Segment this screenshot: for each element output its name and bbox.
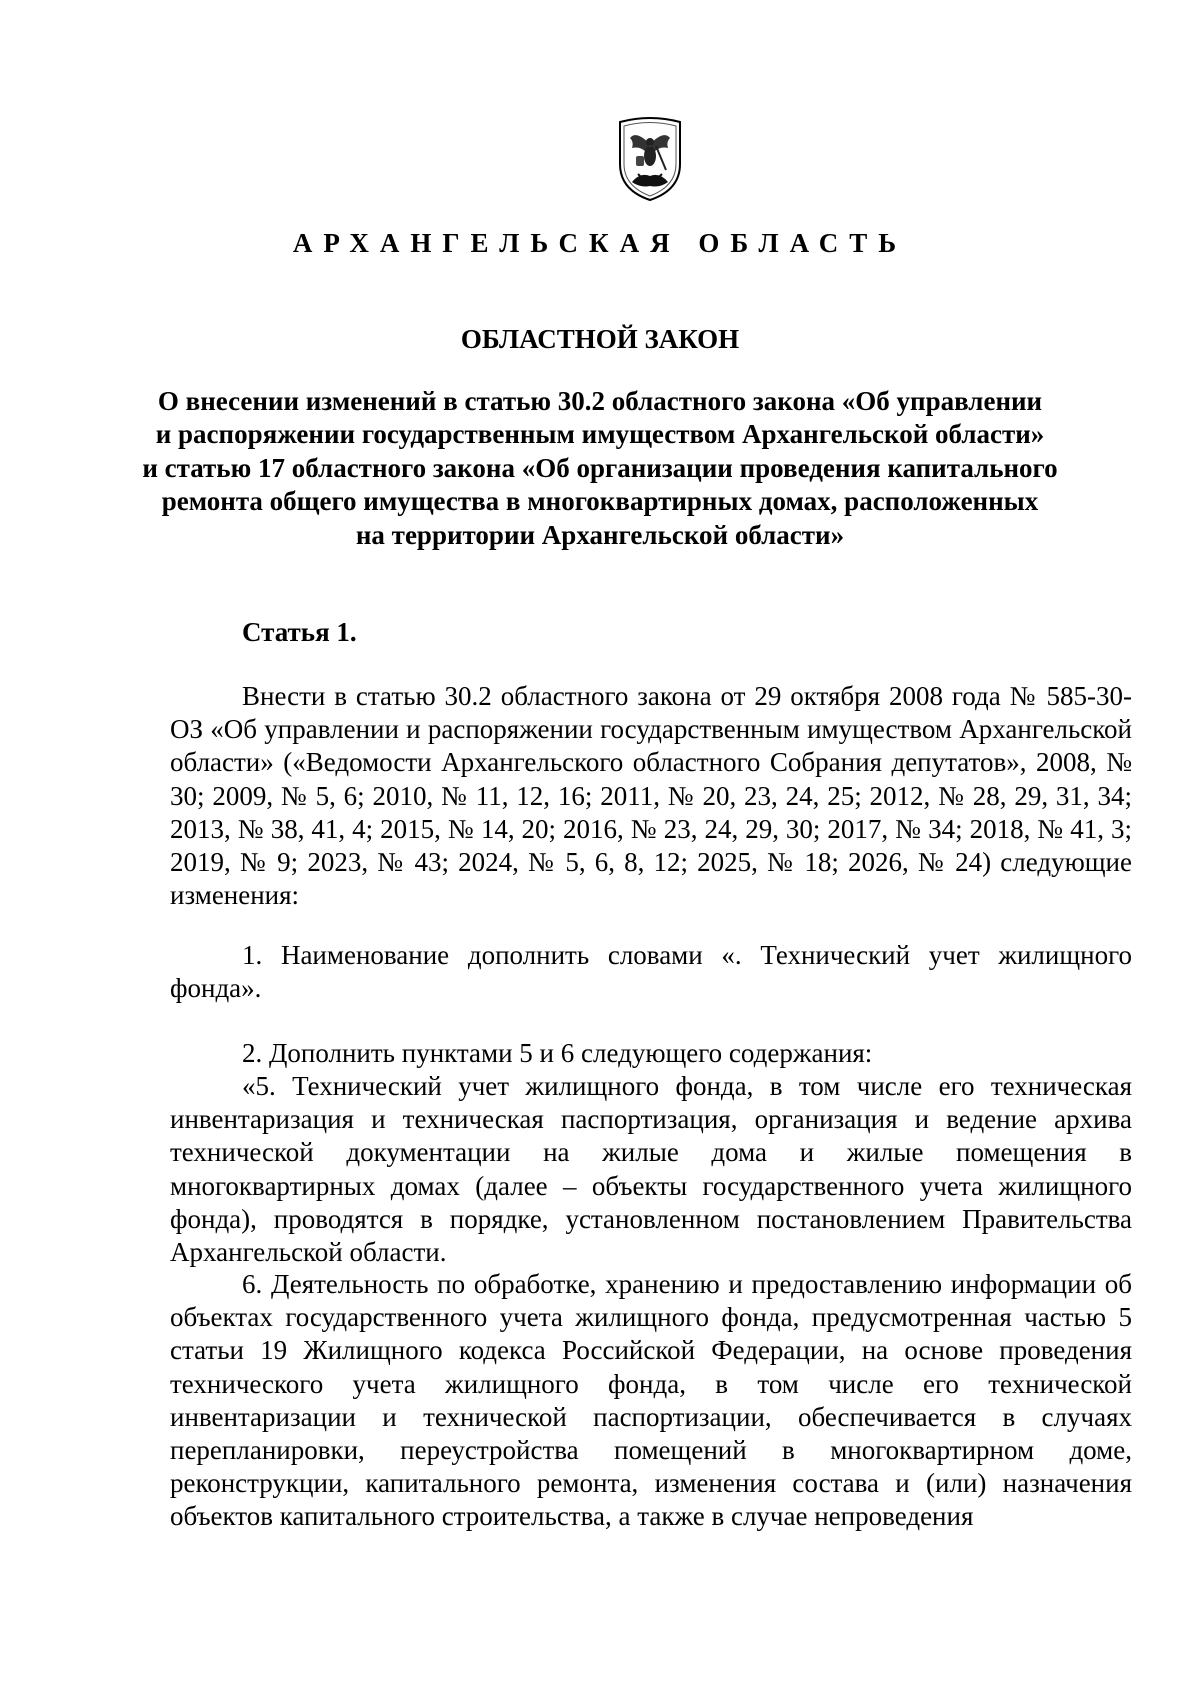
paragraph-item-1: 1. Наименование дополнить словами «. Технический учет жилищного фонда».: [170, 940, 1132, 1004]
paragraph-point-5: «5. Технический учет жилищного фонда, в том числе его техническая инвентаризация и техническая паспортизация, организация и ведение архива технической документации на жилые дома и жилые помещения в многоквартирных домах (далее – объекты государственного учета жилищного фонда), проводятся в порядке, установленном постановлением Правительства Архангельской области.: [170, 1071, 1132, 1268]
law-title-line: ремонта общего имущества в многоквартирных домах, расположенных: [161, 486, 1039, 517]
law-title-line: О внесении изменений в статью 30.2 областного закона «Об управлении: [157, 386, 1043, 416]
law-title-line: и статью 17 областного закона «Об организации проведения капитального: [142, 452, 1058, 483]
paragraph-amendment-intro: Внести в статью 30.2 областного закона от 29 октября 2008 года № 585-30-ОЗ «Об управлении и распоряжении государственным имуществом Архангельской области» («Ведомости Архангельского областного Собрания депутатов», 2008, № 30; 2009, № 5, 6; 2010, № 11, 12, 16; 2011, № 20, 23, 24, 25; 2012, № 28, 29, 31, 34; 2013, № 38, 41, 4; 2015, № 14, 20; 2016, № 23, 24, 29, 30; 2017, № 34; 2018, № 41, 3; 2019, № 9; 2023, № 43; 2024, № 5, 6, 8, 12; 2025, № 18; 2026, № 24) следующие изменения:: [170, 681, 1132, 911]
document-type: ОБЛАСТНОЙ ЗАКОН: [460, 324, 740, 354]
coat-of-arms-icon: [616, 116, 684, 202]
law-title-line: на территории Архангельской области»: [355, 519, 845, 550]
paragraph-item-2: 2. Дополнить пунктами 5 и 6 следующего содержания:: [242, 1038, 873, 1068]
article-heading: Статья 1.: [242, 617, 357, 647]
law-title-line: и распоряжении государственным имуществом Архангельской области»: [155, 419, 1045, 450]
region-name: АРХАНГЕЛЬСКАЯ ОБЛАСТЬ: [292, 228, 908, 258]
law-title: [140, 385, 1060, 552]
paragraph-point-6: 6. Деятельность по обработке, хранению и предоставлению информации об объектах государственного учета жилищного фонда, предусмотренная частью 5 статьи 19 Жилищного кодекса Российской Федерации, на основе проведения технического учета жилищного фонда, в том числе его технической инвентаризации и технической паспортизации, обеспечивается в случаях перепланировки, переустройства помещений в многоквартирном доме, реконструкции, капитального ремонта, изменения состава и (или) назначения объектов капитального строительства, а также в случае непроведения: [170, 1269, 1132, 1532]
